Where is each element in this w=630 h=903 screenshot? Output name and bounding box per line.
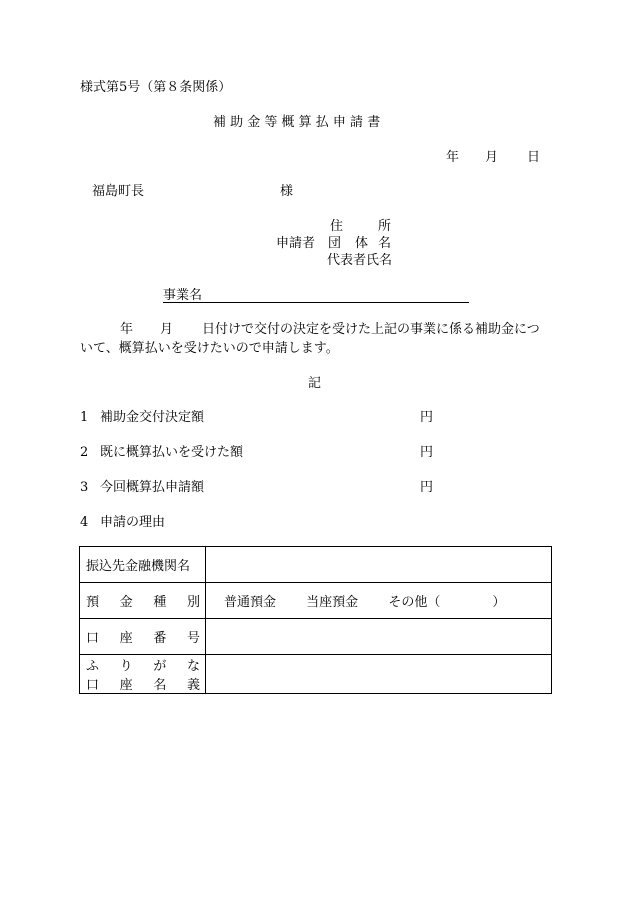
ki-heading: 記 xyxy=(308,376,322,391)
date-month: 月 xyxy=(485,150,499,165)
deposit-option-regular[interactable]: 普通預金 xyxy=(224,595,277,610)
label-char: 口 xyxy=(86,631,100,646)
account-number-label xyxy=(80,627,205,646)
deposit-type-label xyxy=(80,591,205,610)
item-2-number: 2 xyxy=(80,445,89,460)
item-1-unit: 円 xyxy=(420,410,434,425)
label-char: ふ xyxy=(86,659,100,674)
body-line1: 日付けで交付の決定を受けた上記の事業に係る補助金につ xyxy=(202,322,540,337)
deposit-type-label-cell xyxy=(80,583,206,619)
deposit-type-options-cell xyxy=(206,583,552,619)
label-char: 号 xyxy=(186,631,200,646)
group-label-2: 体 xyxy=(355,236,369,251)
project-underline xyxy=(163,302,469,303)
group-label-3: 名 xyxy=(378,236,392,251)
label-char: 別 xyxy=(186,595,200,610)
account-name-label xyxy=(80,674,205,693)
group-label-1: 団 xyxy=(328,236,342,251)
label-char: 金 xyxy=(119,595,133,610)
body-month: 月 xyxy=(160,322,174,337)
deposit-option-checking[interactable]: 当座預金 xyxy=(306,595,359,610)
account-number-value-cell[interactable] xyxy=(206,619,552,655)
account-number-label-cell xyxy=(80,619,206,655)
bank-info-table xyxy=(79,546,552,694)
table-row xyxy=(80,583,552,619)
item-2-label: 既に概算払いを受けた額 xyxy=(100,445,244,460)
bank-name-value-cell[interactable] xyxy=(206,547,552,583)
form-number: 様式第5号（第８条関係） xyxy=(80,80,232,95)
label-char: 名 xyxy=(153,678,167,693)
table-row xyxy=(80,547,552,583)
account-name-label-cell xyxy=(80,655,206,694)
item-1-label: 補助金交付決定額 xyxy=(100,410,205,425)
applicant-label: 申請者 xyxy=(276,236,316,251)
bank-name-label: 振込先金融機関名 xyxy=(86,559,191,574)
label-char: 番 xyxy=(153,631,167,646)
label-char: 座 xyxy=(119,678,133,693)
label-char: 預 xyxy=(86,595,100,610)
bank-name-label-cell xyxy=(80,547,206,583)
body-line2: いて、概算払いを受けたいので申請します。 xyxy=(80,341,339,356)
item-3-unit: 円 xyxy=(420,480,434,495)
furigana-label xyxy=(80,655,205,674)
item-2-unit: 円 xyxy=(420,445,434,460)
project-label: 事業名 xyxy=(163,288,203,303)
deposit-option-other[interactable]: その他（ ） xyxy=(388,595,506,610)
label-char: 種 xyxy=(153,595,167,610)
label-char: り xyxy=(119,659,133,674)
recipient-name: 福島町長 xyxy=(92,184,145,199)
label-char: 口 xyxy=(86,678,100,693)
date-day: 日 xyxy=(527,150,541,165)
address-label-2: 所 xyxy=(378,219,392,234)
date-year: 年 xyxy=(446,150,460,165)
address-label-1: 住 xyxy=(330,219,344,234)
page-title: 補 助 金 等 概 算 払 申 請 書 xyxy=(213,115,381,130)
item-3-label: 今回概算払申請額 xyxy=(100,480,205,495)
item-4-label: 申請の理由 xyxy=(100,515,166,530)
body-year: 年 xyxy=(120,322,134,337)
deposit-type-options xyxy=(206,591,551,610)
label-char: な xyxy=(186,659,200,674)
label-char: 義 xyxy=(186,678,200,693)
item-3-number: 3 xyxy=(80,480,89,495)
table-row xyxy=(80,619,552,655)
item-1-number: 1 xyxy=(80,410,89,425)
item-4-number: 4 xyxy=(80,515,89,530)
recipient-honorific: 様 xyxy=(280,184,294,199)
representative-label: 代表者氏名 xyxy=(327,253,393,268)
label-char: 座 xyxy=(119,631,133,646)
account-name-value-cell[interactable] xyxy=(206,655,552,694)
table-row xyxy=(80,655,552,694)
label-char: が xyxy=(153,659,167,674)
